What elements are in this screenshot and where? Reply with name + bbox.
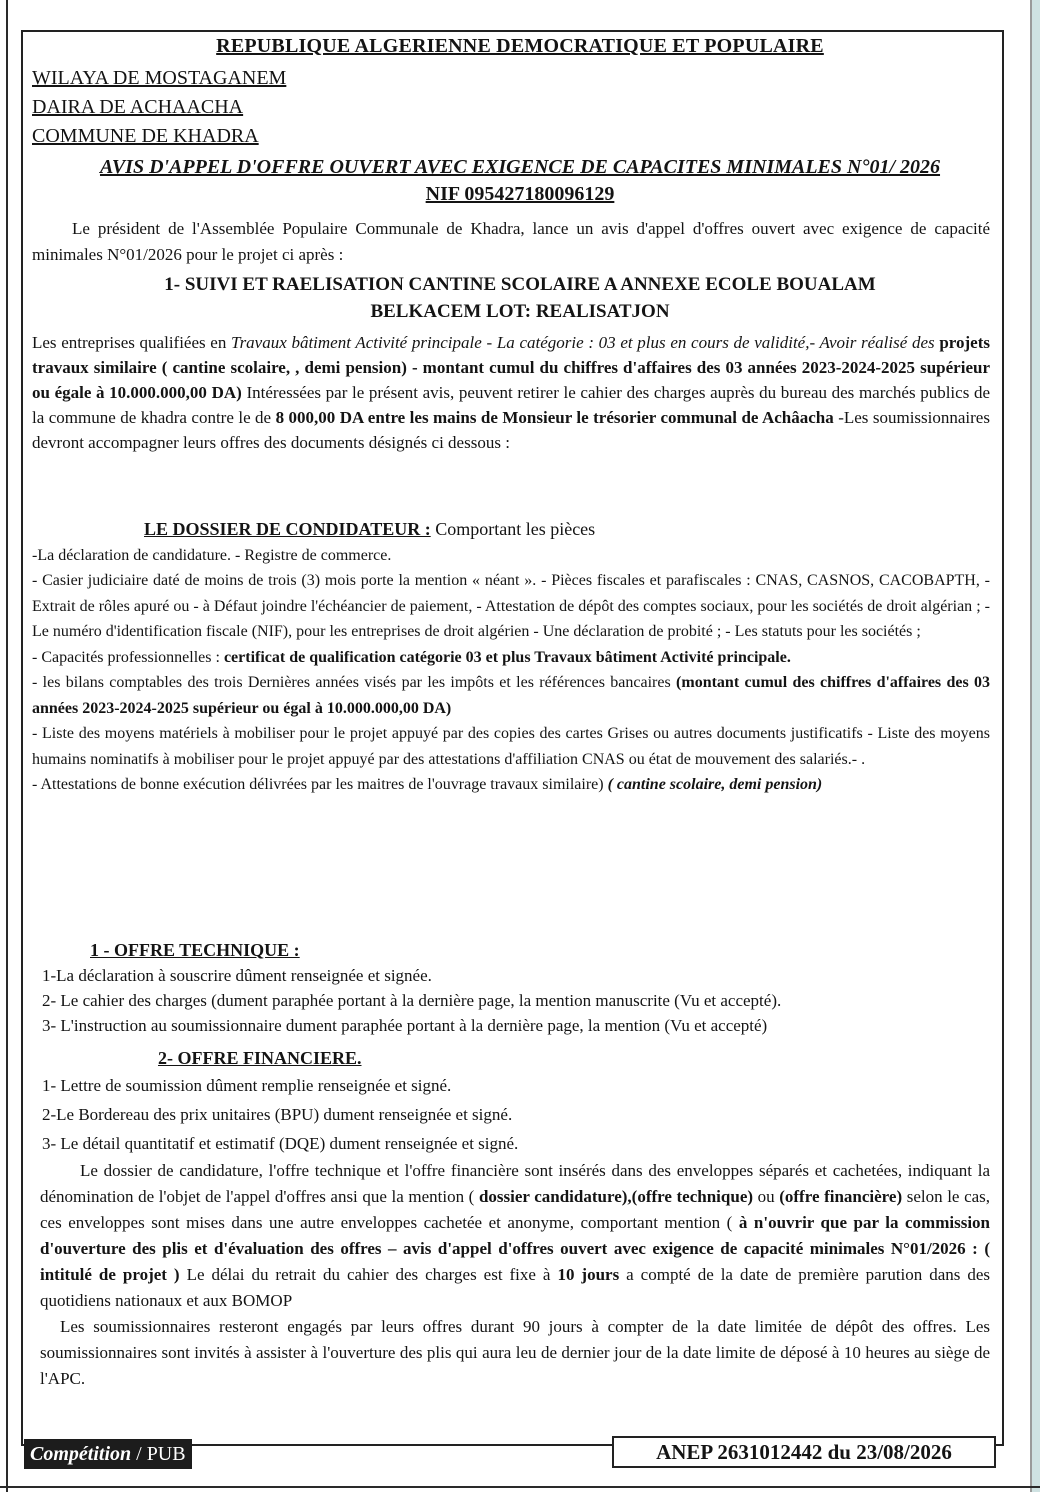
closing-text-4: (offre financière) (779, 1187, 903, 1206)
anep-reference: ANEP 2631012442 du 23/08/2026 (612, 1436, 996, 1468)
closing-paragraph (40, 1158, 990, 1392)
left-margin-rule (6, 0, 8, 1492)
intro-paragraph (32, 216, 990, 268)
closing-text-3: ou (757, 1187, 775, 1206)
dossier-item-3a: - Capacités professionnelles : (32, 648, 220, 666)
qualif-text-6: -Les soumissionnaires devront accompagner leurs offres des documents désignés ci dessous : (32, 408, 990, 452)
right-edge-band (1032, 0, 1040, 1492)
qualif-text-1: Les entreprises qualifiées en (32, 333, 227, 352)
qualif-text-3: projets travaux similaire ( cantine scolaire, , demi pension) - montant cumul du chiffres d'affaires des 03 années 2023-2024-2025 supérieur ou égale à 10.000.000,00 DA) (32, 333, 991, 402)
closing-text-2: dossier candidature),(offre technique) (478, 1187, 754, 1206)
offre-financiere-item-2: 2-Le Bordereau des prix unitaires (BPU) dument renseignée et signé. (42, 1105, 513, 1124)
nif-number: NIF 095427180096129 (425, 183, 615, 205)
offre-financiere-section (32, 1045, 990, 1158)
dossier-item-5: - Liste des moyens matériels à mobiliser pour le projet appuyé par des copies des cartes Grises ou autres documents justificatifs - Liste des moyens humains nominatifs à mobiliser pour le projet appuyé par des attestations d'affiliation CNAS ou état de mouvement des salariés.- . (32, 725, 990, 768)
dossier-subtitle: Comportant les pièces (435, 519, 596, 539)
closing-text-7: Le délai du retrait du cahier des charges est fixe à (186, 1265, 551, 1284)
closing-text-8: 10 jours (557, 1265, 620, 1284)
qualif-text-2: Travaux bâtiment Activité principale - La catégorie : 03 et plus en cours de validité,- Avoir réalisé des (231, 333, 935, 352)
dossier-item-4a: - les bilans comptables des trois Dernières années visés par les impôts et les références bancaires (32, 674, 671, 691)
intro-text: Le président de l'Assemblée Populaire Communale de Khadra, lance un avis d'appel d'offres ouvert avec exigence de capacité minimales N°01/2026 pour le projet ci après : (32, 219, 990, 264)
dossier-title: LE DOSSIER DE CONDIDATEUR : (144, 519, 431, 539)
offre-technique-item-3: 3- L'instruction au soumissionnaire dument paraphée portant à la dernière page, la mention (Vu et accepté) (42, 1016, 768, 1035)
project-title-line-2: BELKACEM LOT: REALISATJON (370, 301, 670, 322)
dossier-item-3b: certificat de qualification catégorie 03 et plus Travaux bâtiment Activité principale. (223, 648, 791, 666)
wilaya-line: WILAYA DE MOSTAGANEM (32, 67, 287, 89)
pub-label: PUB (146, 1443, 186, 1465)
offre-financiere-item-1: 1- Lettre de soumission dûment remplie renseignée et signé. (42, 1076, 452, 1095)
tender-title: AVIS D'APPEL D'OFFRE OUVERT AVEC EXIGENCE DE CAPACITES MINIMALES N°01/ 2026 (99, 156, 941, 178)
closing-text-1: Le dossier de candidature, l'offre technique et l'offre financière sont insérés dans des enveloppes séparés et cachetées, indiquant la dénomination de l'objet de l'appel d'offres ansi que la mention ( (40, 1161, 990, 1206)
dossier-item-4b: (montant cumul des chiffres d'affaires des 03 années 2023-2024-2025 supérieur ou égal à 10.000.000,00 DA) (32, 674, 991, 717)
closing-final: Les soumissionnaires resteront engagés par leurs offres durant 90 jours à compter de la date limitée de dépôt des offres. Les soumissionnaires sont invités à assister à l'ouverture des plis qui aura leu de dernier jour de la date limite de déposé à 10 heures au siège de l'APC. (40, 1317, 990, 1388)
pub-separator: / (131, 1443, 147, 1465)
offre-technique-item-1: 1-La déclaration à souscrire dûment renseignée et signée. (42, 966, 432, 985)
project-title-line-1: 1- SUIVI ET RAELISATION CANTINE SCOLAIRE A ANNEXE ECOLE BOUALAM (164, 274, 876, 295)
closing-text-6: à n'ouvrir que par la commission d'ouverture des plis et d'évaluation des offres – avis d'appel d'offres ouvert avec exigence de capacité minimales N°01/2026 : ( intitulé de projet ) (40, 1213, 991, 1284)
dossier-item-6a: - Attestations de bonne exécution délivrées par les maitres de l'ouvrage travaux similaire) (32, 776, 604, 793)
offre-technique-section (32, 938, 990, 1038)
commune-line: COMMUNE DE KHADRA (32, 125, 259, 147)
offre-financiere-title: 2- OFFRE FINANCIERE. (158, 1048, 362, 1068)
republic-heading: REPUBLIQUE ALGERIENNE DEMOCRATIQUE ET POPULAIRE (216, 35, 824, 57)
offre-technique-item-2: 2- Le cahier des charges (dument paraphée portant à la dernière page, la mention manuscrite (Vu et accepté). (42, 991, 782, 1010)
qualification-paragraph (32, 330, 990, 455)
dossier-section (32, 517, 990, 798)
qualif-text-5: 8 000,00 DA entre les mains de Monsieur le trésorier communal de Achâacha (275, 408, 834, 427)
closing-text-5: selon le cas, ces enveloppes sont mises dans une autre enveloppes cachetée et anonyme, comportant mention ( (40, 1187, 991, 1232)
dossier-item-1: -La déclaration de candidature. - Registre de commerce. (32, 546, 392, 564)
bottom-rule (0, 1486, 1040, 1488)
dossier-item-2: - Casier judiciaire daté de moins de trois (3) mois porte la mention « néant ». - Pièces fiscales et parafiscales : CNAS, CASNOS, CACOBAPTH, - Extrait de rôles apuré ou - à Défaut joindre l'échéancier de paiement, - Attestation de dépôt des comptes sociaux, pour les sociétés de droit algérian ; - Le numéro d'identification fiscale (NIF), pour les entreprises de droit algérien - Une déclaration de probité ; - Les statuts pour les sociétés ; (32, 572, 990, 640)
offre-technique-title: 1 - OFFRE TECHNIQUE : (90, 940, 300, 960)
daira-line: DAIRA DE ACHAACHA (32, 96, 244, 118)
closing-text-9: a compté de la date de première parution dans des quotidiens nationaux et aux BOMOP (40, 1265, 991, 1310)
competition-label: Compétition (30, 1443, 132, 1465)
competition-pub-tag (24, 1439, 192, 1469)
qualif-text-4: Intéressées par le présent avis, peuvent retirer le cahier des charges auprès du bureau des marchés publics de la commune de khadra contre le de (32, 383, 991, 427)
offre-financiere-item-3: 3- Le détail quantitatif et estimatif (DQE) dument renseignée et signé. (42, 1134, 519, 1153)
dossier-item-6b: ( cantine scolaire, demi pension) (607, 776, 823, 793)
